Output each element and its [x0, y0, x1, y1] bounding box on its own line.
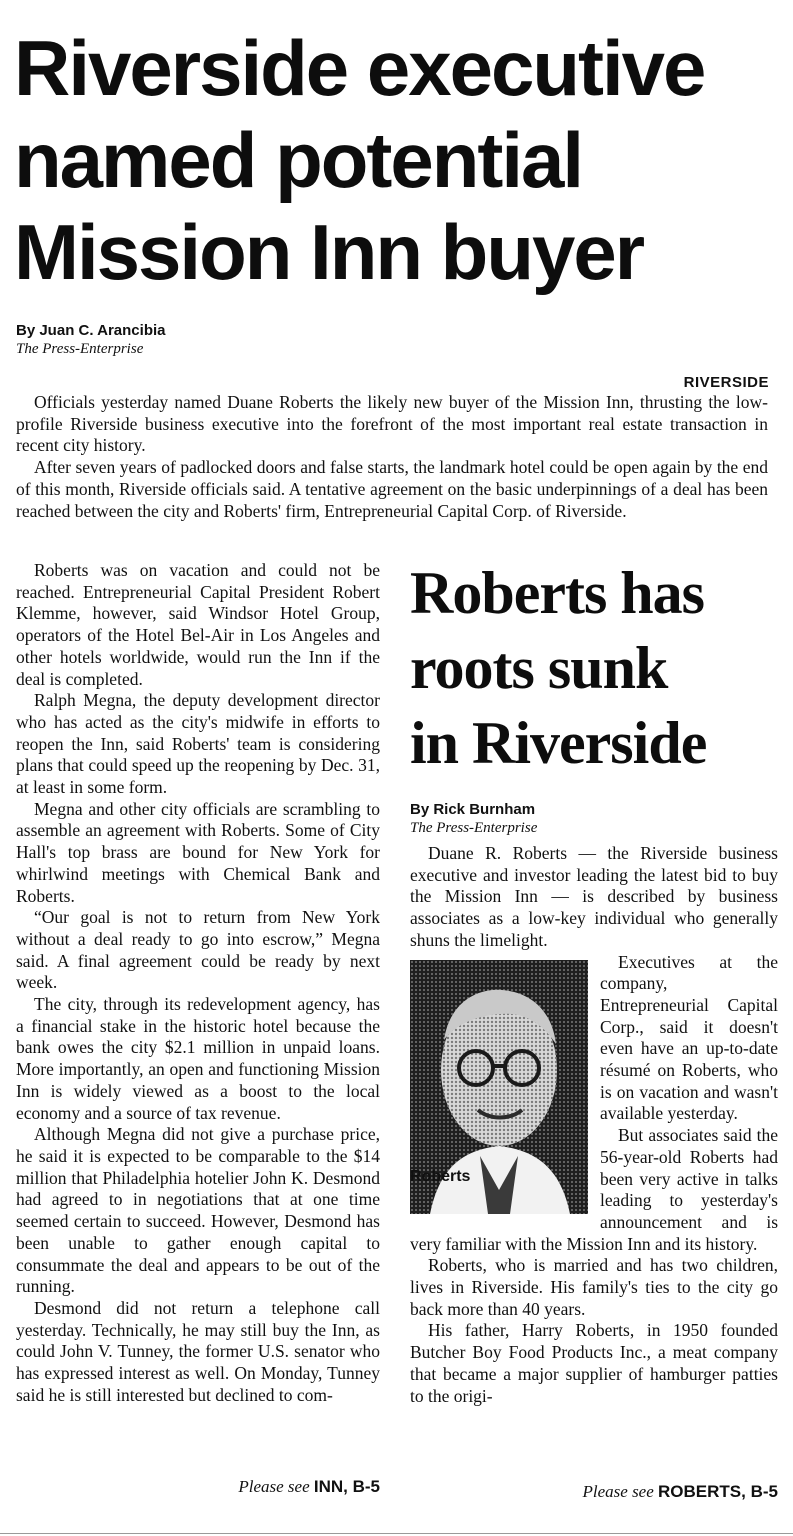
sidebar-story	[410, 556, 778, 1501]
byline-author: By Juan C. Arancibia	[16, 322, 166, 339]
sidebar-headline	[410, 556, 778, 781]
body-paragraph: “Our goal is not to return from New York without a deal ready to go into escrow,” Megna said. A final agreement could be ready by next week.	[16, 907, 380, 993]
sidebar-paragraph: His father, Harry Roberts, in 1950 founded Butcher Boy Food Products Inc., a meat company that became a major supplier of hamburger patties to the origi-	[410, 1320, 778, 1406]
lead-paragraph: After seven years of padlocked doors and false starts, the landmark hotel could be open again by the end of this month, Riverside officials said. A tentative agreement on the basic underpinnings of a deal has been reached between the city and Roberts' firm, Entrepreneurial Capital Corp. of Riverside.	[16, 457, 768, 521]
sidebar-byline	[410, 801, 778, 837]
sidebar-paragraph: Executives at the company, Entrepreneurial Capital Corp., said it doesn't even have an up-to-date résumé on Roberts, who is on vacation and wasn't available yesterday.	[600, 951, 778, 1124]
main-story-column	[16, 560, 380, 1496]
sidebar-byline-publication: The Press-Enterprise	[410, 820, 538, 836]
body-paragraph: The city, through its redevelopment agency, has a financial stake in the historic hotel because the bank owes the city $2.1 million in unpaid loans. More importantly, an open and functioning Mission Inn is widely viewed as a boost to the local economy and a source of tax revenue.	[16, 994, 380, 1123]
sidebar-paragraph: But associates said the 56-year-old Roberts had been very active in talks leading to yesterday's announcement and is very familiar with the Mission Inn and its history.	[410, 1125, 778, 1254]
sidebar-headline-line-1: Roberts has	[410, 560, 705, 626]
sidebar-paragraph: Roberts, who is married and has two children, lives in Riverside. His family's ties to the city go back more than 40 years.	[410, 1255, 778, 1319]
jump-prefix: Please see	[238, 1477, 310, 1496]
body-paragraph: Although Megna did not give a purchase price, he said it is expected to be comparable to the $14 million that Philadelphia hotelier John K. Desmond had agreed to in negotiations that at one time seemed certain to succeed. However, Desmond has been unable to gather enough capital to consummate the deal and appears to be out of the running.	[16, 1124, 380, 1297]
headline-line-2: named potential	[14, 116, 583, 204]
sidebar-byline-author: By Rick Burnham	[410, 801, 536, 818]
photo-caption: Roberts	[410, 1168, 471, 1185]
body-paragraph: Megna and other city officials are scrambling to assemble an agreement with Roberts. Some of City Hall's top brass are bound for New York for whirlwind meetings with Chemical Bank and Roberts.	[16, 798, 380, 906]
sidebar-jump-target: ROBERTS, B-5	[658, 1482, 778, 1501]
dateline: RIVERSIDE	[683, 374, 769, 391]
headline-line-3: Mission Inn buyer	[14, 208, 644, 296]
sidebar-headline-line-2: roots sunk	[410, 635, 668, 701]
jump-target: INN, B-5	[313, 1477, 380, 1496]
body-paragraph: Roberts was on vacation and could not be reached. Entrepreneurial Capital President Robert Klemme, however, said Windsor Hotel Group, operators of the Hotel Bel-Air in Los Angeles and other hotels worldwide, would run the Inn if the deal is completed.	[16, 560, 380, 689]
main-headline	[14, 22, 774, 298]
headline-line-1: Riverside executive	[14, 24, 705, 112]
sidebar-jump-prefix: Please see	[582, 1482, 654, 1501]
main-byline	[16, 322, 166, 358]
body-paragraph: Desmond did not return a telephone call yesterday. Technically, he may still buy the Inn, as could John V. Tunney, the former U.S. senator who has expressed interest as well. On Monday, Tunney said he is still interested but declined to com-	[16, 1297, 380, 1405]
sidebar-body	[410, 843, 778, 1407]
sidebar-jump-line	[410, 1482, 778, 1502]
lead-paragraph: Officials yesterday named Duane Roberts the likely new buyer of the Mission Inn, thrusting the low-profile Riverside business executive into the forefront of the most important real estate transaction in recent city history.	[16, 392, 768, 456]
bottom-rule	[0, 1533, 793, 1534]
byline-publication: The Press-Enterprise	[16, 341, 144, 357]
sidebar-paragraph: Duane R. Roberts — the Riverside business executive and investor leading the latest bid to buy the Mission Inn — is described by business associates as a low-key individual who generally shuns the limelight.	[410, 843, 778, 950]
body-paragraph: Ralph Megna, the deputy development director who has acted as the city's midwife in efforts to reopen the Inn, said Roberts' team is considering plans that could speed up the reopening by Dec. 31, at least in some form.	[16, 690, 380, 798]
main-jump-line	[16, 1476, 380, 1498]
lead-paragraphs	[16, 392, 768, 522]
sidebar-headline-line-3: in Riverside	[410, 710, 707, 776]
